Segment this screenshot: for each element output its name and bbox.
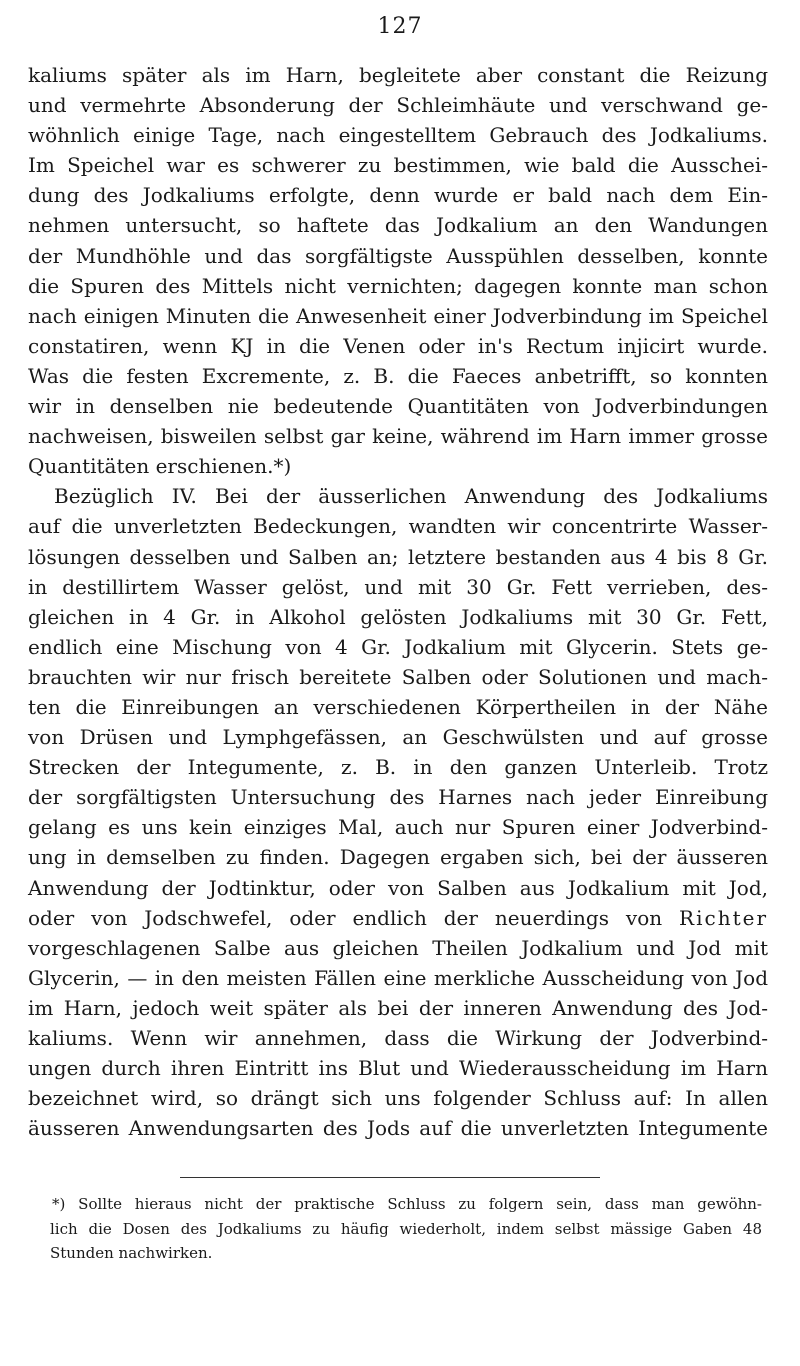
text-line: brauchten wir nur frisch bereitete Salben oder Solutionen und mach- <box>28 664 768 689</box>
text-line: endlich eine Mischung von 4 Gr. Jodkalium mit Glycerin. Stets ge- <box>28 634 768 659</box>
text-line: gleichen in 4 Gr. in Alkohol gelösten Jodkaliums mit 30 Gr. Fett, <box>28 604 768 629</box>
text-line: der sorgfältigsten Untersuchung des Harnes nach jeder Einreibung <box>28 785 768 810</box>
text-line: der Mundhöhle und das sorgfältigste Ausspühlen desselben, konnte <box>28 243 768 268</box>
text-line: die Spuren des Mittels nicht vernichten; dagegen konnte man schon <box>28 273 768 298</box>
text-line <box>28 903 768 933</box>
paragraph-1 <box>28 60 768 481</box>
footnote-line: lich die Dosen des Jodkaliums zu häufig wiederholt, indem selbst mässige Gaben 48 <box>50 1219 762 1238</box>
footnote-line: Stunden nachwirken. <box>50 1244 213 1262</box>
paragraph-2 <box>28 481 768 1143</box>
text-line: wöhnlich einige Tage, nach eingestelltem Gebrauch des Jodkaliums. <box>28 123 768 148</box>
footnote-line: *) Sollte hieraus nicht der praktische Schluss zu folgern sein, dass man gewöhn- <box>52 1195 762 1213</box>
text-line: auf die unverletzten Bedeckungen, wandten wir concentrirte Wasser- <box>28 514 768 539</box>
text-line: Quantitäten erschienen.*) <box>28 454 292 479</box>
text-line: bezeichnet wird, so drängt sich uns folgender Schluss auf: In allen <box>28 1086 768 1111</box>
text-line: constatiren, wenn KJ in die Venen oder in's Rectum injicirt wurde. <box>28 333 768 358</box>
page-number: 127 <box>377 14 423 39</box>
text-line: in destillirtem Wasser gelöst, und mit 30 Gr. Fett verrieben, des- <box>28 574 768 599</box>
author-name: Richter <box>679 905 769 930</box>
text-line: Was die festen Excremente, z. B. die Faeces anbetrifft, so konnten <box>28 363 768 388</box>
text-line: nachweisen, bisweilen selbst gar keine, während im Harn immer grosse <box>28 424 768 449</box>
text-line: Im Speichel war es schwerer zu bestimmen, wie bald die Ausschei- <box>28 153 768 178</box>
footnote-divider <box>180 1177 600 1178</box>
text-line: Bezüglich IV. Bei der äusserlichen Anwendung des Jodkaliums <box>54 484 768 509</box>
text-line: Glycerin, — in den meisten Fällen eine merkliche Ausscheidung von Jod <box>28 965 768 990</box>
text-line: von Drüsen und Lymphgefässen, an Geschwülsten und auf grosse <box>28 725 768 750</box>
main-text <box>28 60 768 1143</box>
text-line: gelang es uns kein einziges Mal, auch nur Spuren einer Jodverbind- <box>28 815 768 840</box>
text-fragment: oder von Jodschwefel, oder endlich der neuerdings von <box>28 905 663 930</box>
text-line: kaliums später als im Harn, begleitete aber constant die Reizung <box>28 63 768 87</box>
text-line: ung in demselben zu finden. Dagegen ergaben sich, bei der äusseren <box>28 845 768 870</box>
text-line: vorgeschlagenen Salbe aus gleichen Theilen Jodkalium und Jod mit <box>28 935 768 960</box>
text-line: und vermehrte Absonderung der Schleimhäute und verschwand ge- <box>28 93 768 118</box>
text-line: Strecken der Integumente, z. B. in den ganzen Unterleib. Trotz <box>28 755 768 780</box>
footnote <box>50 1192 762 1266</box>
text-line: im Harn, jedoch weit später als bei der inneren Anwendung des Jod- <box>28 995 768 1020</box>
text-line: lösungen desselben und Salben an; letztere bestanden aus 4 bis 8 Gr. <box>28 544 768 569</box>
text-line: Anwendung der Jodtinktur, oder von Salben aus Jodkalium mit Jod, <box>28 875 768 900</box>
text-line: nehmen untersucht, so haftete das Jodkalium an den Wandungen <box>28 213 768 238</box>
text-line: dung des Jodkaliums erfolgte, denn wurde er bald nach dem Ein- <box>28 183 768 208</box>
text-line: ten die Einreibungen an verschiedenen Körpertheilen in der Nähe <box>28 694 768 719</box>
text-line: wir in denselben nie bedeutende Quantitäten von Jodverbindungen <box>28 394 768 419</box>
text-line: äusseren Anwendungsarten des Jods auf die unverletzten Integumente <box>28 1116 768 1141</box>
text-line: nach einigen Minuten die Anwesenheit einer Jodverbindung im Speichel <box>28 303 768 328</box>
text-line: ungen durch ihren Eintritt ins Blut und Wiederausscheidung im Harn <box>28 1056 768 1081</box>
text-line: kaliums. Wenn wir annehmen, dass die Wirkung der Jodverbind- <box>28 1026 768 1050</box>
